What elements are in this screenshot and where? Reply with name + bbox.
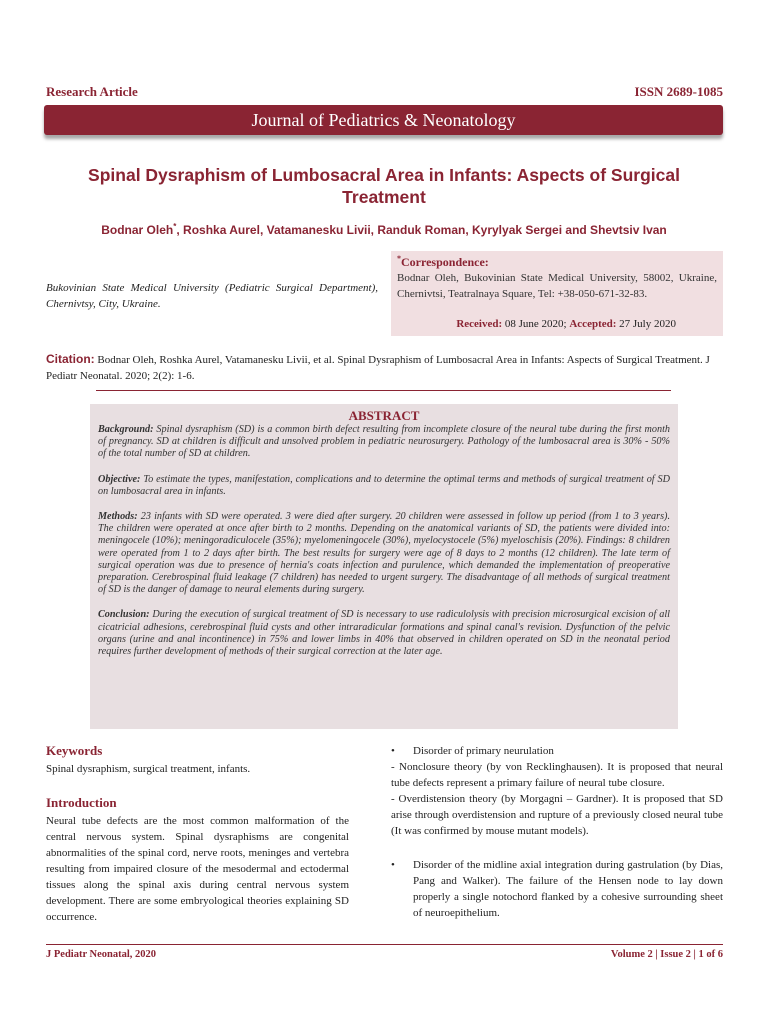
keywords-heading: Keywords <box>46 743 103 758</box>
article-title: Spinal Dysraphism of Lumbosacral Area in Infants: Aspects of Surgical Treatment <box>88 165 680 207</box>
correspondence-title: *Correspondence: <box>397 254 489 269</box>
bullet-icon: • <box>391 745 395 757</box>
abstract-conclusion: Conclusion: During the execution of surgical treatment of SD is necessary to use radiculolysis with precision microsurgical excision of all cicatricial adhesions, cerebrospinal fluid cysts and other intraradicular formations and spinal canal's revision. Dysfunction of the pelvic organs (urine and anal incontinence) in 75% and lower limbs in 40% that observed in children operated on SD in the neonatal period requires further development of methods of their surgical correction at the later age. <box>98 609 670 658</box>
keywords-text: Spinal dysraphism, surgical treatment, infants. <box>46 763 251 775</box>
introduction-text: Neural tube defects are the most common malformation of the central nervous system. Spinal dysraphisms are congenital abnormalities of the spinal cord, nerve roots, meninges and vertebra resulting from impaired closure of the mesodermal and ectodermal tissues along the spinal axis during central nervous system development. There are some embryological theories explaining SD occurrence. <box>46 815 349 923</box>
introduction-heading: Introduction <box>46 795 117 810</box>
accepted-date: 27 July 2020 <box>616 318 676 330</box>
citation-label: Citation: <box>46 352 95 366</box>
journal-banner: Journal of Pediatrics & Neonatology <box>44 105 723 135</box>
citation <box>46 351 724 384</box>
left-column <box>46 743 349 925</box>
list-item: • Disorder of primary neurulation <box>391 745 554 757</box>
citation-text: Bodnar Oleh, Roshka Aurel, Vatamanesku Livii, et al. Spinal Dysraphism of Lumbosacral Area in Infants: Aspects of Surgical Treatment. J Pediatr Neonatal. 2020; 2(2): 1-6. <box>46 354 710 382</box>
article-dates <box>456 318 676 330</box>
list-item: • Disorder of the midline axial integration during gastrulation (by Dias, Pang and Walker). The failure of the Hensen node to lay down properly a single notochord flanked by a cohesive surrounding sheet of neuroepithelium. <box>391 859 723 919</box>
affiliation: Bukovinian State Medical University (Pediatric Surgical Department), Chernivtsy, City, Ukraine. <box>46 282 378 310</box>
received-date: 08 June 2020; <box>502 318 570 330</box>
right-column <box>391 743 723 921</box>
header-row <box>46 84 723 102</box>
issn: ISSN 2689-1085 <box>634 84 723 99</box>
paragraph: - Nonclosure theory (by von Recklinghausen). It is proposed that neural tube defects represent a primary failure of neural tube closure. <box>391 761 723 789</box>
footer-page-info: Volume 2 | Issue 2 | 1 of 6 <box>610 949 723 960</box>
author-list <box>40 222 728 237</box>
abstract-background: Background: Spinal dysraphism (SD) is a common birth defect resulting from incomplete closure of the neural tube during the first month of pregnancy. SD at children is difficult and unsolved problem in pediatric neurosurgery. Pathology of the lumbosacral area is 30% - 50% of the total number of SD at children. <box>98 424 670 460</box>
abstract-methods: Methods: 23 infants with SD were operated. 3 were died after surgery. 20 children were assessed in follow up period (from 1 to 3 years). The children were operated at once after birth to 2 months. Depending on the anatomical variants of SD, the patients were divided into: meningocele (10%); meningoradiculocele (35%); myelomeningocele (30%), myelocystocele (5%) myeloschisis (20%). Findings: 8 children were operated from 1 to 2 days after birth. The best results for surgery were age of 8 days to 2 months (12 children). The late term of surgical operation was due to presence of hernia's coats infection and purulence, which demanded the implementation of preoperative preparation. Cerebrospinal fluid leakage (7 children) has needed to urgent surgery. The disadvantage of all methods of surgical treatment of SD is the danger of damage to neural elements during surgery. <box>98 511 670 596</box>
bullet-icon: • <box>391 859 395 871</box>
article-type: Research Article <box>46 84 138 99</box>
correspondence-box <box>391 251 723 336</box>
corresponding-mark: * <box>173 222 177 231</box>
received-label: Received: <box>456 318 503 330</box>
paragraph: - Overdistension theory (by Morgagni – Gardner). It is proposed that SD arise through overdistension and rupture of a previously closed neural tube (It was confirmed by mouse mutant models). <box>391 793 723 837</box>
footer-divider <box>46 944 723 945</box>
accepted-label: Accepted: <box>569 318 617 330</box>
other-authors: , Roshka Aurel, Vatamanesku Livii, Randuk Roman, Kyrylyak Sergei and Shevtsiv Ivan <box>176 223 667 237</box>
section-divider <box>96 390 671 391</box>
abstract-box <box>90 404 678 729</box>
first-author: Bodnar Oleh <box>101 223 174 237</box>
abstract-objective: Objective: To estimate the types, manifestation, complications and to determine the optimal terms and methods of surgical treatment of SD on lumbosacral area in infants. <box>98 473 670 497</box>
footer-journal: J Pediatr Neonatal, 2020 <box>46 949 157 960</box>
correspondence-mark: * <box>397 254 401 263</box>
correspondence-text: Bodnar Oleh, Bukovinian State Medical University, 58002, Ukraine, Chernivtsi, Teatralnaya Square, Tel: +38-050-671-32-83. <box>397 272 717 300</box>
abstract-heading: ABSTRACT <box>348 408 420 423</box>
